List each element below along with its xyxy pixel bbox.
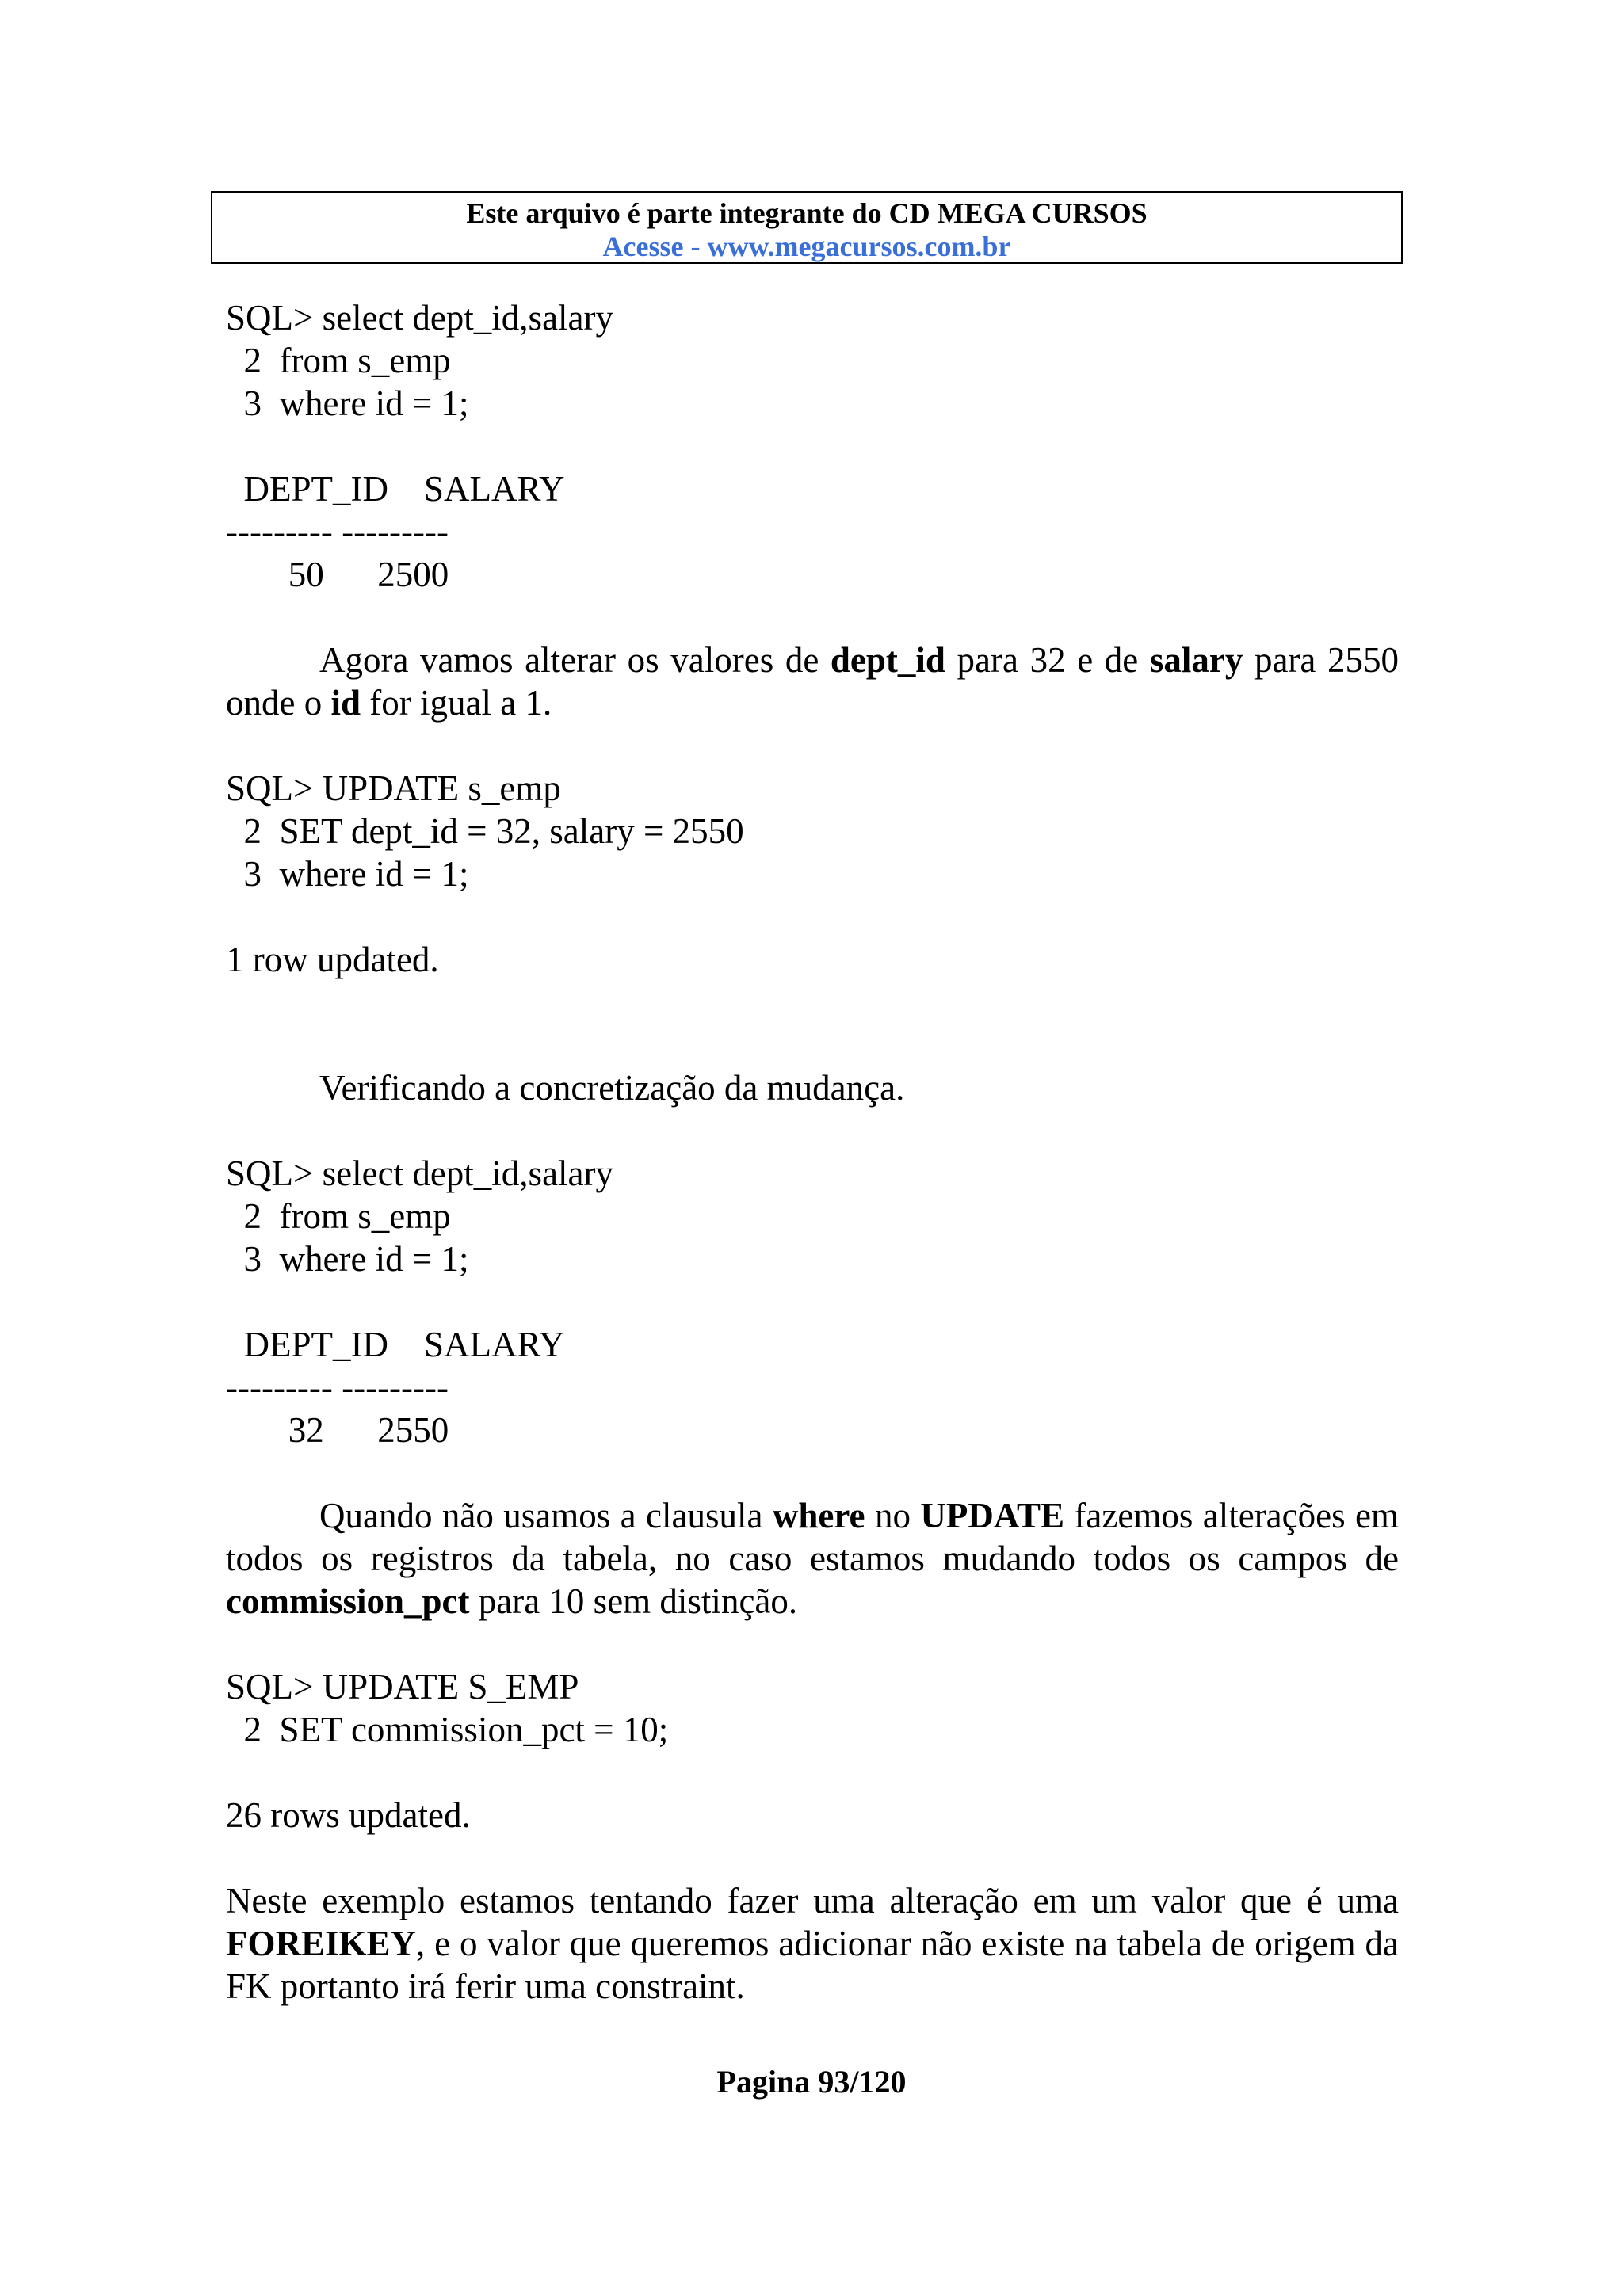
sql-query-1-line-1: SQL> select dept_id,salary — [226, 298, 614, 338]
sql-update-1-line-1: SQL> UPDATE s_emp — [226, 769, 561, 808]
result-2-separator: --------- --------- — [226, 1367, 449, 1407]
sql-query-2-line-2: 2 from s_emp — [226, 1196, 451, 1236]
sql-query-2-line-3: 3 where id = 1; — [226, 1239, 469, 1279]
update-2-result: 26 rows updated. — [226, 1795, 471, 1835]
sql-query-1-line-2: 2 from s_emp — [226, 341, 451, 380]
result-2-row: 32 2550 — [226, 1410, 449, 1450]
result-1-header: DEPT_ID SALARY — [226, 469, 565, 509]
document-body — [226, 296, 1399, 2008]
header-box — [211, 191, 1403, 264]
page-number: Pagina 93/120 — [716, 2064, 907, 2100]
header-title: Este arquivo é parte integrante do CD MEGA CURSOS — [466, 197, 1148, 229]
sql-update-1-line-3: 3 where id = 1; — [226, 854, 469, 894]
paragraph-verify: Verificando a concretização da mudança. — [319, 1068, 905, 1108]
header-website-link[interactable]: Acesse - www.megacursos.com.br — [602, 231, 1011, 262]
sql-query-2-line-1: SQL> select dept_id,salary — [226, 1154, 614, 1193]
sql-update-2-line-2: 2 SET commission_pct = 10; — [226, 1710, 669, 1749]
paragraph-update-without-where: Quando não usamos a clausula where no UPDATE fazemos alterações em todos os registros da tabela, no caso estamos mudando todos os campos de commission_pct para 10 sem distinção. — [226, 1496, 1399, 1621]
result-1-separator: --------- --------- — [226, 512, 449, 551]
paragraph-update-intro: Agora vamos alterar os valores de dept_id para 32 e de salary para 2550 onde o id for igual a 1. — [226, 640, 1399, 723]
paragraph-foreign-key: Neste exemplo estamos tentando fazer uma alteração em um valor que é uma FOREIKEY, e o valor que queremos adicionar não existe na tabela de origem da FK portanto irá ferir uma constraint. — [226, 1881, 1399, 2006]
update-1-result: 1 row updated. — [226, 940, 439, 979]
result-2-header: DEPT_ID SALARY — [226, 1325, 565, 1364]
sql-query-1-line-3: 3 where id = 1; — [226, 383, 469, 423]
sql-update-2-line-1: SQL> UPDATE S_EMP — [226, 1667, 579, 1707]
result-1-row: 50 2500 — [226, 555, 449, 594]
sql-update-1-line-2: 2 SET dept_id = 32, salary = 2550 — [226, 811, 744, 851]
